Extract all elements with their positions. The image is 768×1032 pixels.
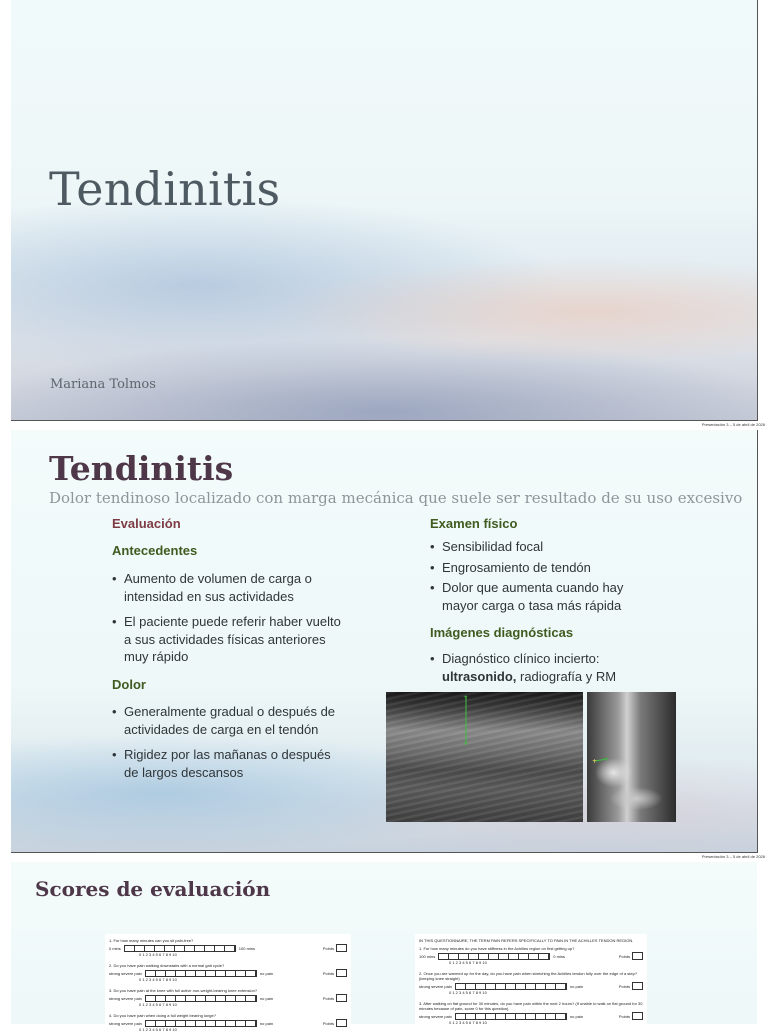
scale-boxes[interactable] [438,953,550,960]
rating-scale [109,944,347,952]
title-slide [11,0,758,421]
points-label: Points [322,970,334,976]
scale-left-label: strong severe pain [109,1020,142,1026]
scale-numbers: 0 1 2 3 4 5 6 7 8 9 10 [139,952,177,957]
form-question [109,963,347,982]
scale-right-label: no pain [569,983,584,989]
examen-list [430,538,660,617]
list-item: • Aumento de volumen de carga o intensidad en sus actividades [112,570,342,605]
list-item: • Dolor que aumenta cuando hay mayor carga o tasa más rápida [430,579,660,614]
evaluacion-heading: Evaluación [112,516,181,531]
scale-numbers: 0 1 2 3 4 5 6 7 8 9 10 [449,960,487,965]
points-field [619,982,643,990]
list-item: • Rigidez por las mañanas o después de largos descansos [112,746,342,781]
imagenes-prefix: Diagnóstico clínico incierto: [442,651,600,666]
scale-numbers: 0 1 2 3 4 5 6 7 8 9 10 [139,1027,177,1032]
points-label: Points [322,995,334,1001]
points-label: Points [618,983,630,989]
points-label: Points [322,945,334,951]
slide-title: Tendinitis [49,449,234,488]
scale-left-label: strong severe pain [419,983,452,989]
ultrasound-image [386,692,583,822]
svg-text:+: + [592,758,598,765]
question-text: 2. Once you are warmed up for the day, do you have pain when stretching the Achilles tendon fully over the edge of a step? (keeping knee straight) [419,971,638,981]
slide-title: Tendinitis [49,162,281,216]
rating-scale [419,952,643,960]
antecedentes-list [112,570,342,674]
scale-boxes[interactable] [455,1013,567,1020]
scale-numbers: 0 1 2 3 4 5 6 7 8 9 10 [139,1002,177,1007]
svg-text:+: + [463,741,469,748]
scale-right-label: no pain [259,995,274,1001]
svg-text:+: + [604,756,610,763]
list-item: • El paciente puede referir haber vuelto a sus actividades físicas anteriores muy rápido [112,613,342,666]
list-item: • Sensibilidad focal [430,538,660,556]
points-field [323,944,347,952]
scale-right-label: no pain [259,1020,274,1026]
scale-right-label: no pain [259,970,274,976]
slide-subtitle: Dolor tendinoso localizado con marga mecánica que suele ser resultado de su uso excesivo [49,489,743,507]
visa-score-form-left [105,934,351,1032]
imagenes-rest: radiografía y RM [516,668,617,684]
scale-left-label: 0 mins [109,945,121,951]
points-box[interactable] [336,1019,347,1027]
scale-left-label: 100 mins [419,953,436,959]
form-question [419,1001,643,1025]
question-text: 4. Do you have pain when doing a full weight bearing lunge? [109,1013,216,1018]
points-label: Points [618,1013,630,1019]
scale-boxes[interactable] [124,945,236,952]
rating-scale [109,969,347,977]
question-text: 3. After walking on flat ground for 30 minutes, do you have pain within the next 2 hours? (If unable to walk on flat ground for 30 minutes because of pain, score 0 for this question). [419,1001,643,1011]
content-slide [11,430,758,853]
scale-left-label: strong severe pain [109,970,142,976]
scale-boxes[interactable] [145,995,257,1002]
scale-boxes[interactable] [145,970,257,977]
scale-left-label: strong severe pain [109,995,142,1001]
points-box[interactable] [632,982,643,990]
svg-text:+: + [463,694,469,701]
points-label: Points [322,1020,334,1026]
scores-slide [11,862,757,1032]
scale-right-label: 100 mins [238,945,256,951]
rating-scale [109,1019,347,1027]
scale-right-label: 0 mins [553,953,566,959]
form-header: IN THIS QUESTIONNAIRE, THE TERM PAIN REFERS SPECIFICALLY TO PAIN IN THE ACHILLES TENDON REGION. [419,938,634,943]
points-box[interactable] [336,994,347,1002]
scale-boxes[interactable] [455,983,567,990]
slide-footer: Presentación 3 – 5 de abril de 2026 [701,854,765,859]
scale-numbers: 0 1 2 3 4 5 6 7 8 9 10 [449,1020,487,1025]
imagenes-list [430,650,670,693]
scale-boxes[interactable] [145,1020,257,1027]
antecedentes-heading: Antecedentes [112,543,198,558]
list-item: • Engrosamiento de tendón [430,559,660,577]
slide-author: Mariana Tolmos [50,377,156,392]
imagenes-heading: Imágenes diagnósticas [430,625,574,640]
scale-numbers: 0 1 2 3 4 5 6 7 8 9 10 [449,990,487,995]
scale-left-label: strong severe pain [419,1013,452,1019]
question-text: 2. Do you have pain walking downstairs with a normal gait cycle? [109,963,225,968]
list-item: • Generalmente gradual o después de actividades de carga en el tendón [112,703,342,738]
rating-scale [419,982,643,990]
points-box[interactable] [632,952,643,960]
slide-footer: Presentación 3 – 5 de abril de 2026 [701,422,765,427]
points-field [323,1019,347,1027]
points-field [619,1012,643,1020]
points-box[interactable] [336,944,347,952]
question-text: 1. For how many minutes can you sit pain-free? [109,938,194,943]
points-label: Points [618,953,630,959]
question-text: 1. For how many minutes do you have stiffness in the Achilles region on first getting up? [419,946,575,951]
rating-scale [109,994,347,1002]
form-question [109,938,347,957]
form-question [419,971,643,995]
slide-title: Scores de evaluación [35,877,271,901]
dolor-list [112,703,342,789]
points-box[interactable] [632,1012,643,1020]
xray-image [587,692,676,822]
rating-scale [419,1012,643,1020]
form-question [109,988,347,1007]
imagenes-bold: ultrasonido, [442,668,517,684]
visa-score-form-right [415,934,647,1026]
form-question [419,946,643,965]
form-question [109,1013,347,1032]
list-item [430,650,670,685]
dolor-heading: Dolor [112,677,146,692]
points-field [323,994,347,1002]
points-box[interactable] [336,969,347,977]
scale-numbers: 0 1 2 3 4 5 6 7 8 9 10 [139,977,177,982]
points-field [619,952,643,960]
scale-right-label: no pain [569,1013,584,1019]
examen-heading: Examen físico [430,516,518,531]
points-field [323,969,347,977]
question-text: 3. Do you have pain at the knee with full active non-weight-bearing knee extension? [109,988,258,993]
